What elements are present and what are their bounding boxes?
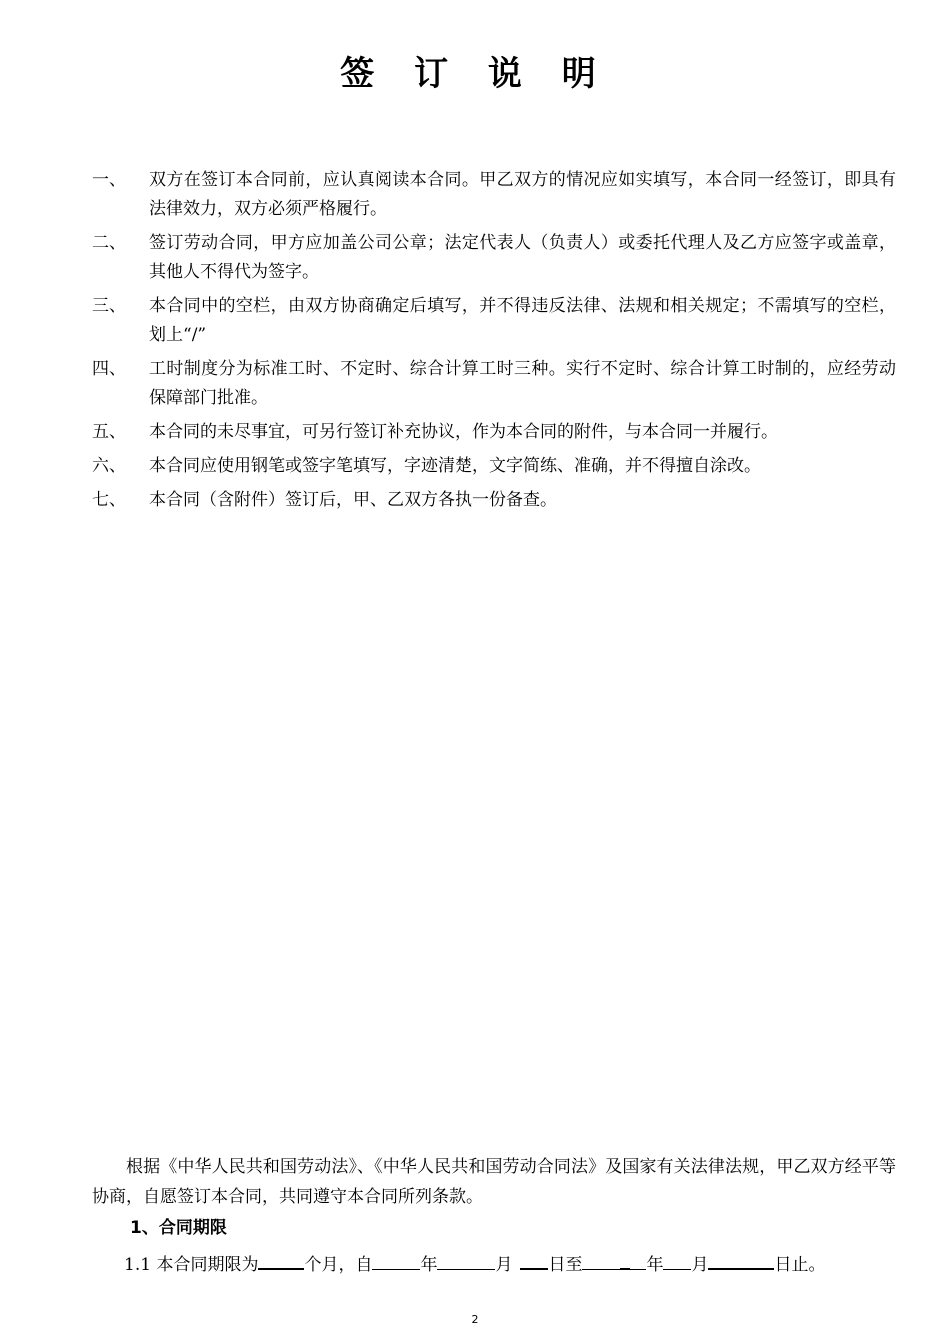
- item-number: 三、: [92, 296, 126, 316]
- item-number: 六、: [92, 456, 126, 476]
- item-number: 一、: [92, 170, 126, 190]
- page-number: 2: [471, 1313, 479, 1326]
- end-month-blank[interactable]: [663, 1251, 691, 1270]
- clause-text: 月: [691, 1255, 709, 1275]
- clause-prefix: 1.1 本合同期限为: [124, 1255, 259, 1275]
- item-number: 七、: [92, 490, 126, 510]
- list-item: [92, 486, 896, 515]
- start-year-blank[interactable]: [372, 1251, 420, 1270]
- clause-text: 月: [495, 1255, 513, 1275]
- item-text: 签订劳动合同，甲方应加盖公司公章；法定代表人（负责人）或委托代理人及乙方应签字或盖章，其他人不得代为签字。: [149, 233, 896, 282]
- end-year-blank[interactable]: [582, 1251, 620, 1270]
- item-text: 工时制度分为标准工时、不定时、综合计算工时三种。实行不定时、综合计算工时制的，应经劳动保障部门批准。: [149, 359, 896, 408]
- item-number: 四、: [92, 359, 126, 379]
- clause-text: 年: [646, 1255, 664, 1275]
- page-title: 签 订 说 明: [340, 54, 610, 94]
- item-text: 双方在签订本合同前，应认真阅读本合同。甲乙双方的情况应如实填写，本合同一经签订，即具有法律效力，双方必须严格履行。: [149, 170, 896, 219]
- item-number: 五、: [92, 422, 126, 442]
- intro-paragraph: 根据《中华人民共和国劳动法》、《中华人民共和国劳动合同法》及国家有关法律法规，甲乙双方经平等协商，自愿签订本合同，共同遵守本合同所列条款。: [92, 1157, 896, 1207]
- section-title: 1、合同期限: [130, 1218, 227, 1238]
- item-text: 本合同应使用钢笔或签字笔填写，字迹清楚，文字简练、准确，并不得擅自涂改。: [149, 456, 761, 476]
- start-day-blank[interactable]: [520, 1250, 548, 1270]
- item-text: 本合同（含附件）签订后，甲、乙双方各执一份备查。: [149, 490, 557, 510]
- clause-text: 日止。: [774, 1255, 826, 1275]
- end-year-blank-mark: [620, 1250, 630, 1270]
- item-text: 本合同的未尽事宜，可另行签订补充协议，作为本合同的附件，与本合同一并履行。: [149, 422, 778, 442]
- clause-text: 个月，自: [304, 1255, 373, 1275]
- end-year-blank-tail: [630, 1251, 646, 1270]
- spacer: [512, 1252, 520, 1270]
- list-item: [92, 355, 896, 413]
- list-item: [92, 418, 896, 447]
- instructions-list: [92, 166, 896, 520]
- end-day-blank[interactable]: [708, 1250, 774, 1270]
- clause-text: 日至: [548, 1255, 583, 1275]
- contract-term-clause: [124, 1250, 825, 1278]
- item-number: 二、: [92, 233, 126, 253]
- list-item: [92, 166, 896, 224]
- list-item: [92, 229, 896, 287]
- item-text: 本合同中的空栏，由双方协商确定后填写，并不得违反法律、法规和相关规定；不需填写的空栏，划上“/”: [149, 296, 896, 345]
- clause-text: 年: [420, 1255, 438, 1275]
- list-item: [92, 292, 896, 350]
- start-month-blank[interactable]: [437, 1251, 495, 1270]
- list-item: [92, 452, 896, 481]
- months-blank[interactable]: [258, 1250, 304, 1270]
